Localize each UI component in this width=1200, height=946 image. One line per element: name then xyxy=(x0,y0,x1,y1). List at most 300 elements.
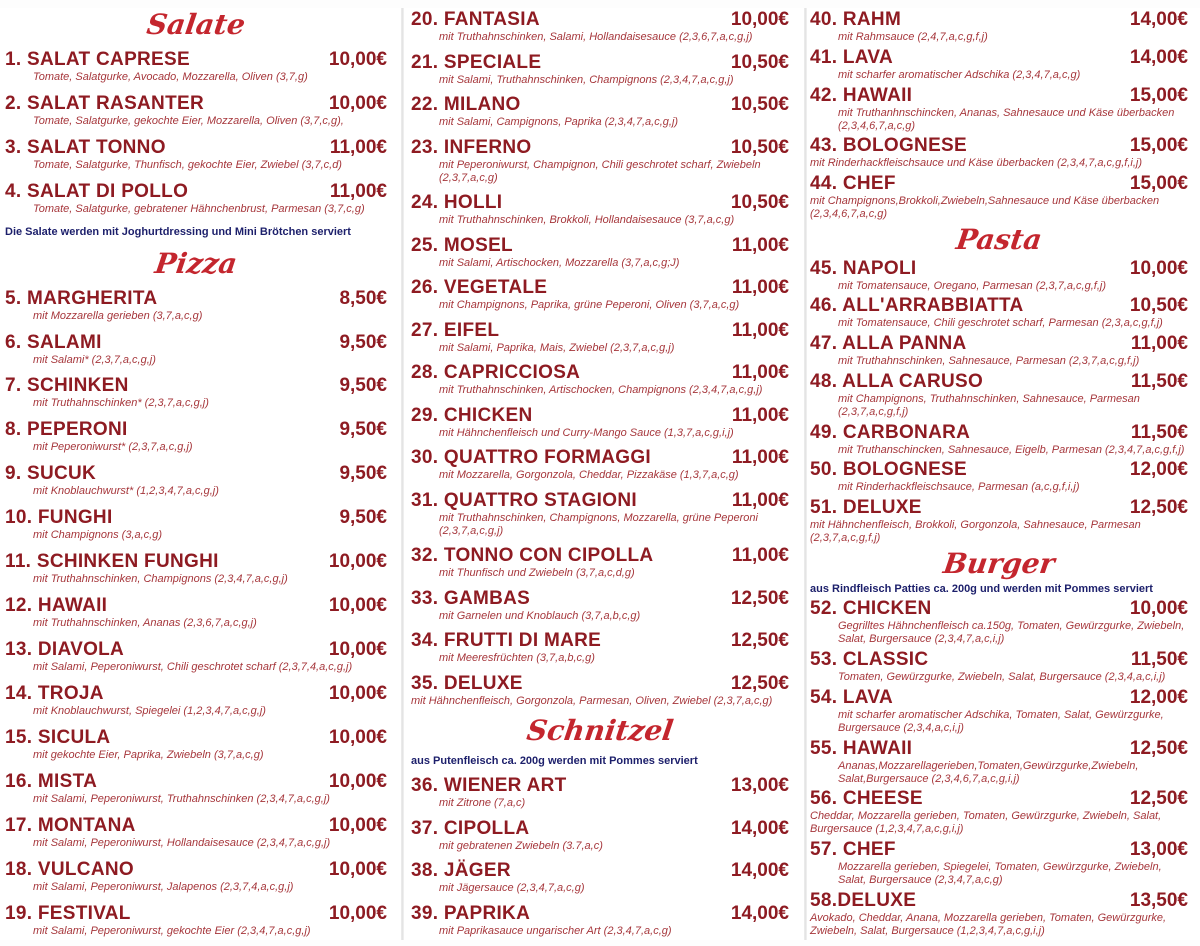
item-description: mit gebratenen Zwiebeln (3.7,a,c) xyxy=(439,839,603,852)
item-header xyxy=(810,10,1188,30)
item-price: 10,50€ xyxy=(730,94,789,116)
menu-item xyxy=(5,182,387,216)
item-header xyxy=(810,423,1188,443)
section-title-schnitzel: Schnitzel xyxy=(524,714,676,748)
item-header xyxy=(5,552,387,572)
item-header xyxy=(810,650,1188,670)
item-header xyxy=(411,448,789,468)
item-price: 11,00€ xyxy=(731,277,789,299)
item-header xyxy=(5,376,387,396)
item-name: 50. BOLOGNESE xyxy=(810,459,967,481)
item-name: 25. MOSEL xyxy=(411,234,513,256)
item-description: mit Truthahnschinken, Sahnesauce, Parmesan (2,3,7,a,c,g,f,j) xyxy=(838,355,1140,367)
item-header xyxy=(411,819,789,839)
item-name: 22. MILANO xyxy=(411,94,521,116)
item-price: 9,50€ xyxy=(339,507,387,529)
item-name: 17. MONTANA xyxy=(5,814,136,836)
item-header xyxy=(810,498,1188,518)
menu-item xyxy=(5,684,387,718)
item-name: 46. ALL'ARRABBIATTA xyxy=(810,295,1024,317)
item-price: 10,00€ xyxy=(328,551,387,573)
menu-item xyxy=(5,728,387,762)
item-description: mit Truthahnschinken, Champignons (2,3,4,7,a,c,g,j) xyxy=(33,573,288,586)
item-header xyxy=(5,289,387,309)
menu-item xyxy=(5,640,387,674)
menu-item xyxy=(411,904,789,938)
item-name: 27. EIFEL xyxy=(411,319,500,341)
item-price: 11,50€ xyxy=(1130,370,1188,392)
item-description: mit Salami, Truthahnschinken, Champignons (2,3,4,7,a,c,g,j) xyxy=(439,73,734,86)
item-header xyxy=(810,840,1188,860)
item-header xyxy=(411,278,789,298)
item-name: 15. SICULA xyxy=(5,726,111,748)
burger-note: aus Rindfleisch Patties ca. 200g und werden mit Pommes serviert xyxy=(810,582,1153,595)
item-name: 51. DELUXE xyxy=(810,497,922,518)
item-price: 9,50€ xyxy=(339,419,387,441)
item-header xyxy=(5,333,387,353)
item-price: 12,50€ xyxy=(1129,737,1188,759)
item-name: 4. SALAT DI POLLO xyxy=(5,180,189,202)
menu-item xyxy=(5,50,387,84)
item-header xyxy=(810,599,1188,619)
item-price: 11,00€ xyxy=(1130,333,1188,354)
item-name: 41. LAVA xyxy=(810,46,893,68)
menu-item xyxy=(810,599,1188,646)
item-name: 7. SCHINKEN xyxy=(5,375,129,397)
item-price: 10,00€ xyxy=(328,595,387,617)
item-price: 12,50€ xyxy=(730,672,789,694)
item-price: 14,00€ xyxy=(730,817,789,839)
item-price: 11,00€ xyxy=(329,136,387,158)
menu-item xyxy=(411,193,789,227)
menu-item xyxy=(411,406,789,440)
item-price: 15,00€ xyxy=(1129,173,1188,194)
item-header xyxy=(411,861,789,881)
item-header xyxy=(411,236,789,256)
item-price: 10,00€ xyxy=(328,48,387,70)
item-description: mit Rinderhackfleischsauce und Käse überbacken (2,3,4,7,a,c,g,f,i,j) xyxy=(810,157,1143,170)
item-header xyxy=(411,491,789,511)
item-header xyxy=(411,406,789,426)
item-description: mit Salami, Peperoniwurst, gekochte Eier (2,3,4,7,a,c,g,j) xyxy=(33,924,311,937)
item-description: mit Salami, Artischocken, Mozzarella (3,7,a,c,g;J) xyxy=(439,256,680,269)
item-description: mit Truthahnschinken, Artischocken, Champignons (2,3,4,7,a,c,g,j) xyxy=(439,384,763,397)
salate-note: Die Salate werden mit Joghurtdressing und Mini Brötchen serviert xyxy=(5,225,351,238)
item-description: mit Hähnchenfleisch, Gorgonzola, Parmesan, Oliven, Zwiebel (2,3,7,a,c,g) xyxy=(411,694,773,707)
item-description: mit Peperoniwurst, Champignon, Chili geschrotet scharf, Zwiebeln (2,3,7,a,c,g) xyxy=(439,158,761,184)
item-price: 10,00€ xyxy=(328,814,387,836)
item-price: 11,00€ xyxy=(731,489,789,511)
menu-item xyxy=(5,508,387,542)
item-name: 2. SALAT RASANTER xyxy=(5,92,204,114)
item-price: 14,00€ xyxy=(1129,46,1188,68)
item-header xyxy=(810,372,1188,392)
section-title-pizza: Pizza xyxy=(152,246,240,280)
item-description: mit Salami, Peperoniwurst, Chili geschrotet scharf (2,3,7,4,a,c,g,j) xyxy=(33,661,353,674)
item-price: 10,00€ xyxy=(328,770,387,792)
item-price: 12,50€ xyxy=(1129,788,1188,810)
item-price: 10,00€ xyxy=(328,92,387,114)
item-description: Mozzarella gerieben, Spiegelei, Tomaten, Gewürzgurke, Zwiebeln, Salat, Burgersauce (2,3,4,7,a,c,g) xyxy=(838,861,1162,886)
item-header xyxy=(810,296,1188,316)
item-header xyxy=(5,772,387,792)
item-name: 12. HAWAII xyxy=(5,595,108,617)
item-description: mit Salami, Campignons, Paprika (2,3,4,7,a,c,g,j) xyxy=(439,116,679,129)
menu-item xyxy=(411,589,789,623)
menu-item xyxy=(810,650,1188,684)
menu-item xyxy=(5,552,387,586)
menu-item xyxy=(411,861,789,895)
item-header xyxy=(411,193,789,213)
menu-item xyxy=(810,460,1188,494)
menu-item xyxy=(411,321,789,355)
item-description: mit Paprikasauce ungarischer Art (2,3,4,7,a,c,g) xyxy=(439,924,672,937)
menu-item xyxy=(810,840,1188,887)
item-price: 11,00€ xyxy=(731,404,789,426)
item-price: 13,00€ xyxy=(730,775,789,797)
menu-item xyxy=(810,423,1188,457)
menu-column-middle xyxy=(411,10,789,938)
item-price: 11,50€ xyxy=(1130,649,1188,670)
item-description: mit Knoblauchwurst, Spiegelei (1,2,3,4,7,a,c,g,j) xyxy=(33,705,266,717)
item-description: Cheddar, Mozzarella gerieben, Tomaten, Gewürzgurke, Zwiebeln, Salat, Burgersauce (1,2,3,4,7,a,c,g,i,j) xyxy=(810,810,1162,836)
menu-item xyxy=(411,53,789,87)
menu-item xyxy=(5,94,387,128)
item-description: mit Rahmsauce (2,4,7,a,c,g,f,j) xyxy=(838,31,988,43)
item-price: 12,50€ xyxy=(730,587,789,609)
item-name: 9. SUCUK xyxy=(5,463,97,485)
item-header xyxy=(411,321,789,341)
item-price: 14,00€ xyxy=(1129,9,1188,30)
menu-item xyxy=(810,789,1188,836)
item-description: mit Truthahnschinken* (2,3,7,a,c,g,j) xyxy=(33,397,209,410)
item-price: 12,00€ xyxy=(1129,686,1188,708)
item-header xyxy=(810,891,1188,911)
item-header xyxy=(5,508,387,528)
item-header xyxy=(411,589,789,609)
item-description: mit Mozzarella, Gorgonzola, Cheddar, Pizzakäse (1,3,7,a,c,g) xyxy=(439,469,739,482)
menu-item xyxy=(411,363,789,397)
item-name: 6. SALAMI xyxy=(5,331,102,353)
item-header xyxy=(810,174,1188,194)
menu-item xyxy=(5,860,387,894)
item-price: 11,00€ xyxy=(329,180,387,202)
item-description: mit Truthahnschinken, Champignons, Mozzarella, grüne Peperoni (2,3,7,a,c,g,j) xyxy=(439,511,758,537)
item-name: 14. TROJA xyxy=(5,683,104,704)
menu-item xyxy=(5,376,387,410)
item-header xyxy=(810,48,1188,68)
menu-item xyxy=(411,776,789,810)
item-price: 9,50€ xyxy=(339,331,387,353)
item-price: 11,00€ xyxy=(731,234,789,256)
item-header xyxy=(5,138,387,158)
item-header xyxy=(411,631,789,651)
item-description: mit Hähnchenfleisch, Brokkoli, Gorgonzola, Sahnesauce, Parmesan (2,3,7,a,c,g,f,j) xyxy=(810,519,1141,544)
item-name: 1. SALAT CAPRESE xyxy=(5,48,190,70)
menu-item xyxy=(5,596,387,630)
item-description: mit Meeresfrüchten (3,7,a,b,c,g) xyxy=(439,652,595,665)
item-header xyxy=(810,789,1188,809)
item-name: 53. CLASSIC xyxy=(810,649,929,670)
item-description: mit Truthahnschinken, Salami, Hollandaisesauce (2,3,6,7,a,c,g,j) xyxy=(439,31,753,43)
menu-item xyxy=(5,904,387,938)
item-header xyxy=(810,334,1188,354)
menu-item xyxy=(810,86,1188,133)
item-header xyxy=(5,182,387,202)
menu-item xyxy=(411,491,789,538)
menu-item xyxy=(411,236,789,270)
item-header xyxy=(411,674,789,694)
item-price: 10,00€ xyxy=(328,683,387,704)
item-name: 47. ALLA PANNA xyxy=(810,333,967,354)
item-price: 14,00€ xyxy=(730,860,789,882)
menu-item xyxy=(5,420,387,454)
item-description: mit Champignons,Brokkoli,Zwiebeln,Sahnesauce und Käse überbacken (2,3,4,6,7,a,c,g) xyxy=(810,195,1160,220)
item-description: Tomate, Salatgurke, Thunfisch, gekochte Eier, Zwiebel (3,7,c,d) xyxy=(33,158,342,171)
item-header xyxy=(5,94,387,114)
item-description: mit Hähnchenfleisch und Curry-Mango Sauce (1,3,7,a,c,g,i,j) xyxy=(439,426,734,439)
item-name: 36. WIENER ART xyxy=(411,775,567,797)
menu-column-right xyxy=(810,10,1188,938)
item-name: 3. SALAT TONNO xyxy=(5,136,166,158)
item-name: 45. NAPOLI xyxy=(810,257,917,279)
item-name: 49. CARBONARA xyxy=(810,421,971,443)
item-name: 29. CHICKEN xyxy=(411,404,533,426)
item-name: 38. JÄGER xyxy=(411,860,511,882)
menu-item xyxy=(411,448,789,482)
item-description: mit Mozzarella gerieben (3,7,a,c,g) xyxy=(33,309,203,322)
item-price: 10,50€ xyxy=(730,51,789,73)
menu-item xyxy=(5,772,387,806)
item-description: mit Salami* (2,3,7,a,c,g,j) xyxy=(33,353,156,366)
item-price: 10,00€ xyxy=(730,9,789,30)
item-description: mit Zitrone (7,a,c) xyxy=(439,797,526,810)
item-name: 58.DELUXE xyxy=(810,889,917,911)
item-price: 11,00€ xyxy=(731,362,789,384)
item-name: 43. BOLOGNESE xyxy=(810,135,967,157)
item-price: 8,50€ xyxy=(339,287,387,309)
column-divider xyxy=(804,8,807,940)
item-name: 28. CAPRICCIOSA xyxy=(411,362,581,384)
item-name: 34. FRUTTI DI MARE xyxy=(411,630,602,652)
item-description: mit Champignons, Paprika, grüne Peperoni, Oliven (3,7,a,c,g) xyxy=(439,299,740,312)
item-name: 32. TONNO CON CIPOLLA xyxy=(411,545,654,567)
item-price: 10,00€ xyxy=(328,639,387,661)
item-description: mit scharfer aromatischer Adschika, Tomaten, Salat, Gewürzgurke, Burgersauce (2,3,4,a,c,i,j) xyxy=(838,708,1164,734)
item-header xyxy=(5,904,387,924)
item-description: Gegrilltes Hähnchenfleisch ca.150g, Tomaten, Gewürzgurke, Zwiebeln, Salat, Burgersauce (2,3,4,7,a,c,i,j) xyxy=(838,620,1185,646)
item-header xyxy=(5,816,387,836)
item-description: Avokado, Cheddar, Anana, Mozzarella gerieben, Tomaten, Gewürzgurke, Zwiebeln, Salat, Burgersauce (1,2,3,4,7,a,c,g,i,j) xyxy=(810,911,1167,937)
item-description: Tomate, Salatgurke, Avocado, Mozzarella, Oliven (3,7,g) xyxy=(33,70,308,83)
item-name: 31. QUATTRO STAGIONI xyxy=(411,489,637,511)
item-price: 12,50€ xyxy=(730,630,789,652)
item-description: mit Rinderhackfleischsauce, Parmesan (a,c,g,f,i,j) xyxy=(838,481,1080,494)
item-name: 48. ALLA CARUSO xyxy=(810,370,984,392)
item-description: mit Salami, Peperoniwurst, Jalapenos (2,3,7,4,a,c,g,j) xyxy=(33,880,294,893)
item-name: 40. RAHM xyxy=(810,9,902,30)
item-name: 23. INFERNO xyxy=(411,136,532,158)
item-description: Tomate, Salatgurke, gebratener Hähnchenbrust, Parmesan (3,7,c,g) xyxy=(33,202,365,215)
item-description: mit Truthanschincken, Sahnesauce, Eigelb, Parmesan (2,3,4,7,a,c,g,f,j) xyxy=(838,443,1185,456)
item-header xyxy=(5,728,387,748)
menu-item xyxy=(5,138,387,172)
item-name: 52. CHICKEN xyxy=(810,598,932,620)
schnitzel-note: aus Putenfleisch ca. 200g werden mit Pommes serviert xyxy=(411,754,698,767)
item-name: 5. MARGHERITA xyxy=(5,287,158,309)
menu-item xyxy=(411,138,789,185)
item-description: mit Tomatensauce, Oregano, Parmesan (2,3,7,a,c,g,f,j) xyxy=(838,279,1107,292)
item-description: Ananas,Mozzarellagerieben,Tomaten,Gewürzgurke,Zwiebeln, Salat,Burgersauce (2,3,4,6,7,a,c,g,i,j) xyxy=(838,759,1139,785)
item-name: 57. CHEF xyxy=(810,839,896,860)
item-description: mit scharfer aromatischer Adschika (2,3,4,7,a,c,g) xyxy=(838,68,1081,81)
item-price: 12,00€ xyxy=(1129,459,1188,481)
item-name: 13. DIAVOLA xyxy=(5,639,125,661)
item-header xyxy=(810,136,1188,156)
item-price: 10,50€ xyxy=(730,136,789,158)
menu-item xyxy=(411,546,789,580)
item-header xyxy=(5,464,387,484)
item-header xyxy=(411,95,789,115)
item-header xyxy=(810,688,1188,708)
item-description: mit Truthahnschinken, Brokkoli, Hollandaisesauce (3,7,a,c,g) xyxy=(439,214,735,227)
menu-item xyxy=(810,372,1188,419)
item-price: 15,00€ xyxy=(1129,84,1188,106)
item-description: mit Garnelen und Knoblauch (3,7,a,b,c,g) xyxy=(439,609,641,622)
item-price: 15,00€ xyxy=(1129,135,1188,157)
item-name: 26. VEGETALE xyxy=(411,277,548,299)
menu-item xyxy=(411,819,789,853)
item-price: 10,00€ xyxy=(328,902,387,924)
item-name: 16. MISTA xyxy=(5,770,98,792)
item-header xyxy=(5,684,387,704)
item-name: 56. CHEESE xyxy=(810,788,923,810)
item-price: 10,50€ xyxy=(730,192,789,214)
menu-item xyxy=(810,739,1188,786)
menu-item xyxy=(5,464,387,498)
item-name: 54. LAVA xyxy=(810,686,893,708)
menu-item xyxy=(411,631,789,665)
item-name: 30. QUATTRO FORMAGGI xyxy=(411,447,651,469)
item-description: mit Champignons (3,a,c,g) xyxy=(33,529,162,542)
menu-item xyxy=(810,498,1188,545)
item-header xyxy=(810,259,1188,279)
item-header xyxy=(411,138,789,158)
item-header xyxy=(411,363,789,383)
item-name: 55. HAWAII xyxy=(810,737,913,759)
item-name: 39. PAPRIKA xyxy=(411,902,531,924)
menu-item xyxy=(5,333,387,367)
item-description: Tomate, Salatgurke, gekochte Eier, Mozzarella, Oliven (3,7,c,g), xyxy=(33,114,344,127)
item-price: 12,50€ xyxy=(1129,497,1188,518)
menu-column-left xyxy=(5,10,387,938)
item-header xyxy=(5,640,387,660)
menu-item xyxy=(810,334,1188,368)
item-price: 14,00€ xyxy=(730,902,789,924)
item-description: mit Salami, Paprika, Mais, Zwiebel (2,3,7,a,c,g,j) xyxy=(439,341,675,354)
item-name: 11. SCHINKEN FUNGHI xyxy=(5,551,219,573)
item-description: mit Jägersauce (2,3,4,7,a,c,g) xyxy=(439,882,585,895)
item-price: 9,50€ xyxy=(339,375,387,397)
item-description: mit gekochte Eier, Paprika, Zwiebeln (3,7,a,c,g) xyxy=(33,748,264,761)
item-price: 11,00€ xyxy=(731,545,789,567)
item-name: 24. HOLLI xyxy=(411,192,503,214)
item-header xyxy=(411,10,789,30)
item-description: mit Salami, Peperoniwurst, Hollandaisesauce (2,3,4,7,a,c,g,j) xyxy=(33,836,331,849)
item-price: 10,00€ xyxy=(1129,598,1188,620)
item-name: 35. DELUXE xyxy=(411,672,523,694)
item-header xyxy=(810,86,1188,106)
item-price: 11,00€ xyxy=(731,447,789,469)
menu-item xyxy=(810,48,1188,82)
menu-item xyxy=(810,891,1188,938)
item-price: 10,00€ xyxy=(328,858,387,880)
menu-item xyxy=(810,174,1188,221)
item-description: Tomaten, Gewürzgurke, Zwiebeln, Salat, Burgersauce (2,3,4,a,c,i,j) xyxy=(838,671,1166,683)
menu-item xyxy=(5,816,387,850)
item-header xyxy=(411,904,789,924)
item-name: 20. FANTASIA xyxy=(411,9,540,30)
item-name: 33. GAMBAS xyxy=(411,587,531,609)
item-description: mit Salami, Peperoniwurst, Truthahnschinken (2,3,4,7,a,c,g,j) xyxy=(33,792,330,805)
item-header xyxy=(5,596,387,616)
item-name: 18. VULCANO xyxy=(5,858,134,880)
section-title-pasta: Pasta xyxy=(954,222,1045,256)
menu-item xyxy=(411,10,789,44)
item-name: 44. CHEF xyxy=(810,173,896,194)
menu-item xyxy=(411,674,789,708)
item-header xyxy=(411,546,789,566)
item-header xyxy=(411,53,789,73)
item-description: mit Champignons, Truthahnschinken, Sahnesauce, Parmesan (2,3,7,a,c,g,f,j) xyxy=(838,392,1140,418)
item-description: mit Truthanhnschincken, Ananas, Sahnesauce und Käse überbacken (2,3,4,6,7,a,c,g) xyxy=(838,106,1175,132)
menu-item xyxy=(411,95,789,129)
item-name: 21. SPECIALE xyxy=(411,51,542,73)
column-divider xyxy=(401,8,404,940)
section-title-burger: Burger xyxy=(941,546,1057,580)
item-name: 19. FESTIVAL xyxy=(5,902,131,924)
menu-item xyxy=(5,289,387,323)
item-header xyxy=(5,420,387,440)
item-name: 10. FUNGHI xyxy=(5,507,113,529)
menu-item xyxy=(810,259,1188,293)
item-description: mit Knoblauchwurst* (1,2,3,4,7,a,c,g,j) xyxy=(33,485,219,498)
menu-item xyxy=(810,296,1188,330)
menu-item xyxy=(810,10,1188,44)
menu-item xyxy=(810,688,1188,735)
item-header xyxy=(810,460,1188,480)
item-price: 13,50€ xyxy=(1129,889,1188,911)
item-name: 37. CIPOLLA xyxy=(411,817,530,839)
item-header xyxy=(810,739,1188,759)
item-price: 9,50€ xyxy=(339,463,387,485)
item-price: 10,50€ xyxy=(1129,295,1188,317)
item-name: 42. HAWAII xyxy=(810,84,913,106)
item-description: mit Peperoniwurst* (2,3,7,a,c,g,j) xyxy=(33,441,193,454)
item-price: 10,00€ xyxy=(328,726,387,748)
section-title-salate: Salate xyxy=(144,8,248,41)
item-price: 11,50€ xyxy=(1130,421,1188,443)
menu-item xyxy=(810,136,1188,170)
item-header xyxy=(411,776,789,796)
item-description: mit Thunfisch und Zwiebeln (3,7,a,c,d,g) xyxy=(439,567,635,580)
item-price: 10,00€ xyxy=(1129,257,1188,279)
item-price: 13,00€ xyxy=(1129,839,1188,860)
menu-item xyxy=(411,278,789,312)
item-header xyxy=(5,50,387,70)
item-price: 11,00€ xyxy=(731,319,789,341)
item-description: mit Tomatensauce, Chili geschrotet scharf, Parmesan (2,3,a,c,g,f,j) xyxy=(838,317,1163,330)
